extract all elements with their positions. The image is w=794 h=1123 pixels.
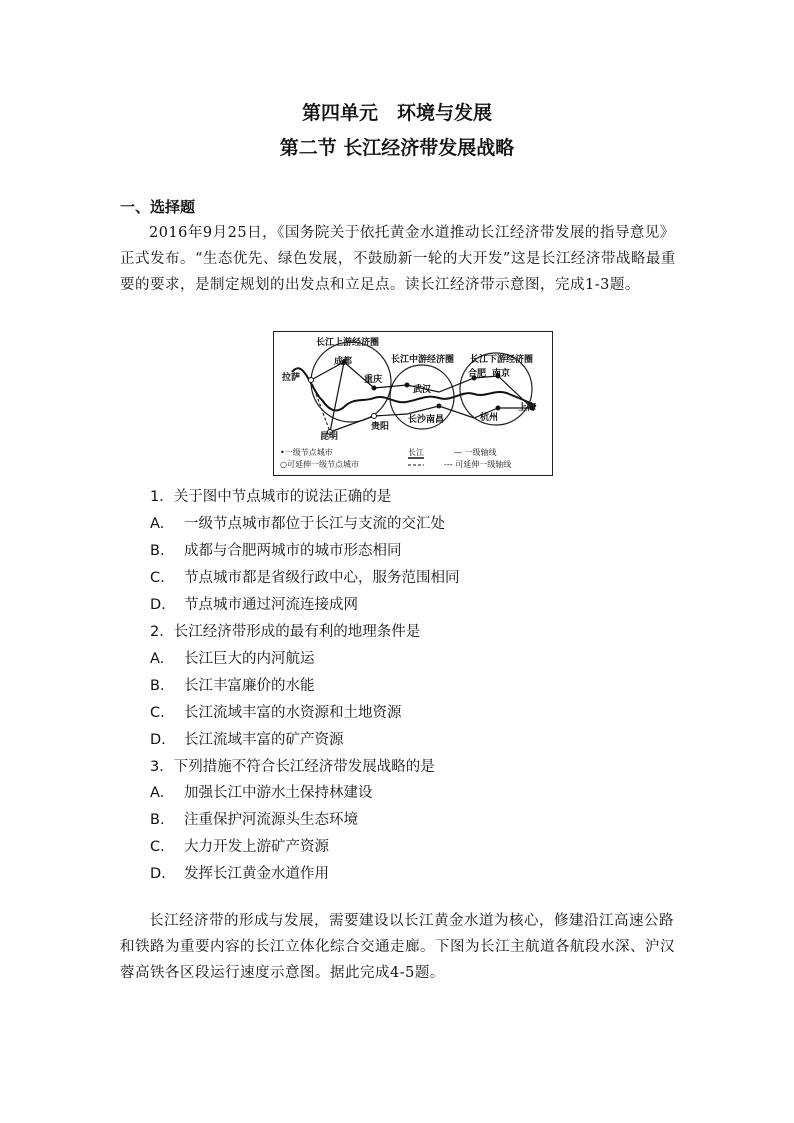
question-3-option-c: C. 大力开发上游矿产资源 — [150, 839, 329, 855]
question-2-stem: 2．长江经济带形成的最有利的地理条件是 — [150, 624, 421, 640]
legend-extend-node-city: ○可延伸一级节点城市 — [280, 460, 359, 469]
section-title: 第二节 长江经济带发展战略 — [279, 137, 515, 159]
question-1-option-c: C. 节点城市都是省级行政中心，服务范围相同 — [150, 570, 460, 586]
question-3-option-a: A. 加强长江中游水土保持林建设 — [150, 785, 373, 801]
legend-extend-axis: --- 可延伸一级轴线 — [444, 460, 512, 469]
city-chongqing: 重庆 — [364, 375, 383, 385]
city-hangzhou: 杭州 — [480, 413, 499, 423]
question-3-option-d: D. 发挥长江黄金水道作用 — [150, 866, 329, 882]
city-shanghai: 上海 — [518, 403, 537, 413]
city-hefei: 合肥 — [468, 369, 487, 379]
city-kunming: 昆明 — [320, 432, 339, 442]
legend-node-city: •一级节点城市 — [280, 448, 333, 457]
question-1-option-b: B. 成都与合肥两城市的城市形态相同 — [150, 543, 402, 559]
question-3-stem: 3．下列措施不符合长江经济带发展战略的是 — [150, 759, 435, 775]
legend-river: 长江 — [408, 448, 424, 457]
middle-region-label: 长江中游经济圈 — [391, 355, 455, 365]
legend-axis: — 一级轴线 — [454, 448, 497, 457]
city-wuhan: 武汉 — [413, 385, 432, 395]
question-3-option-b: B. 注重保护河流源头生态环境 — [150, 812, 358, 828]
unit-title: 第四单元 环境与发展 — [301, 102, 492, 124]
city-changsha-nanchang: 长沙南昌 — [408, 415, 445, 425]
second-paragraph: 长江经济带的形成与发展，需要建设以长江黄金水道为核心，修建沿江高速公路和铁路为重要内容的长江立体化综合交通走廊。下图为长江主航道各航段水深、沪汉蓉高铁各区段运行速度示意图。据此完成4-5题。 — [120, 913, 675, 981]
question-2-option-c: C. 长江流域丰富的水资源和土地资源 — [150, 705, 402, 721]
intro-paragraph: 2016年9月25日，《国务院关于依托黄金水道推动长江经济带发展的指导意见》正式发布。“生态优先、绿色发展，不鼓励新一轮的大开发”这是长江经济带战略最重要的要求，是制定规划的出发点和立足点。读长江经济带示意图，完成1-3题。 — [120, 225, 676, 293]
question-1-option-a: A. 一级节点城市都位于长江与支流的交汇处 — [150, 516, 445, 532]
question-1-option-d: D. 节点城市通过河流连接成网 — [150, 597, 358, 613]
city-lhasa: 拉萨 — [282, 373, 301, 383]
question-2-option-a: A. 长江巨大的内河航运 — [150, 651, 315, 667]
question-2-option-b: B. 长江丰富廉价的水能 — [150, 678, 315, 694]
city-nanjing: 南京 — [492, 369, 511, 379]
upper-region-label: 长江上游经济圈 — [316, 338, 380, 348]
city-chengdu: 成都 — [334, 357, 353, 367]
yangtze-economic-belt-map — [273, 331, 553, 476]
lower-region-label: 长江下游经济圈 — [470, 355, 534, 365]
city-guiyang: 贵阳 — [371, 422, 390, 432]
part-heading: 一、选择题 — [120, 198, 196, 216]
question-2-option-d: D. 长江流域丰富的矿产资源 — [150, 732, 344, 748]
question-1-stem: 1．关于图中节点城市的说法正确的是 — [150, 489, 392, 505]
